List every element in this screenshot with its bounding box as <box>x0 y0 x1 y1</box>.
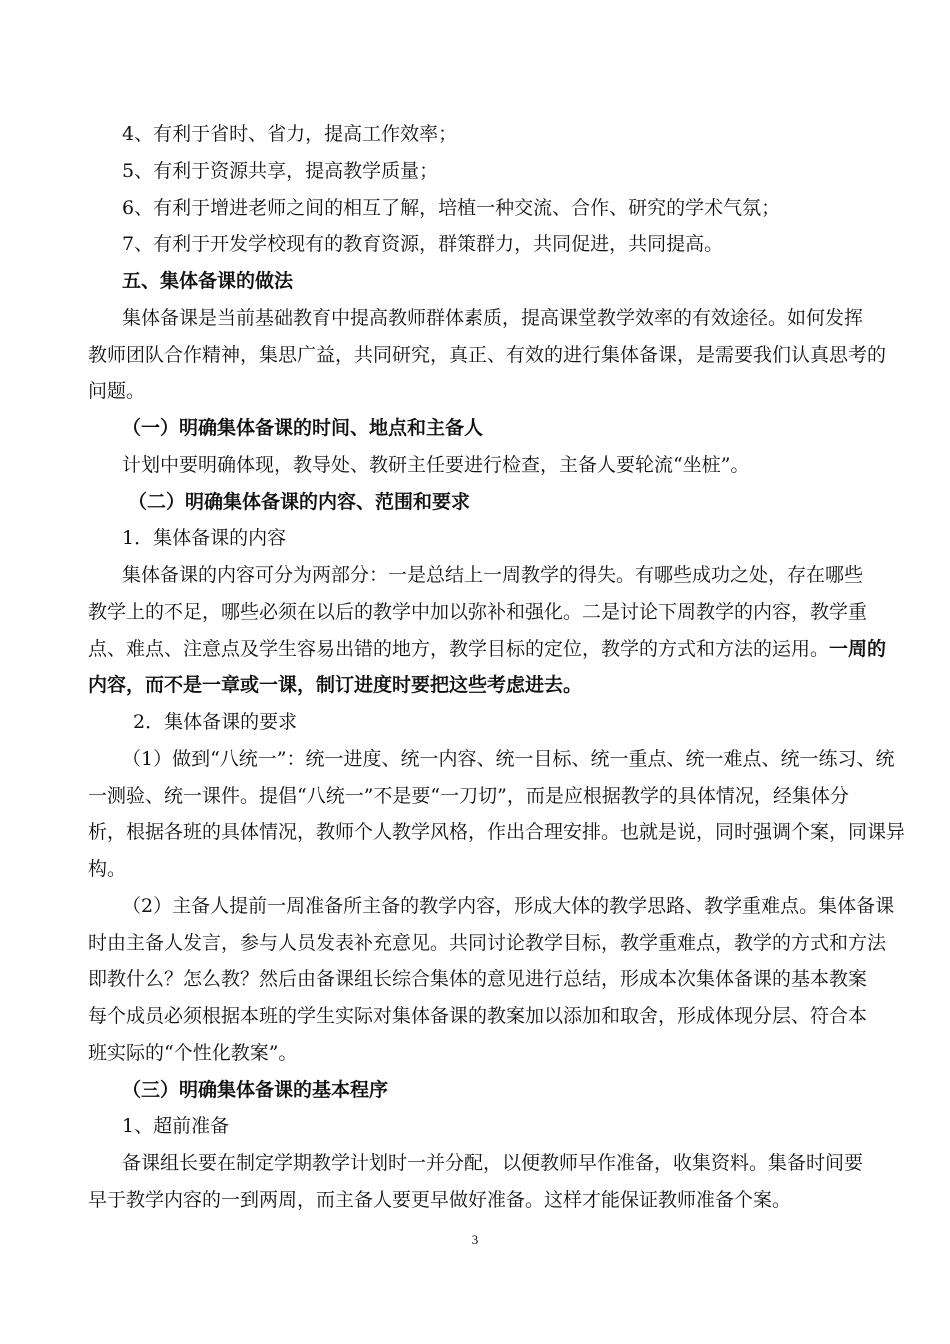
emphasis-text: 一周的 <box>829 638 887 660</box>
paragraph-line: 一测验、统一课件。提倡“八统一”不是要“一刀切”，而是应根据教学的具体情况，经集体分 <box>88 785 849 807</box>
paragraph-line: 班实际的“个性化教案”。 <box>88 1042 298 1064</box>
paragraph-line: 教师团队合作精神，集思广益，共同研究，真正、有效的进行集体备课，是需要我们认真思考的 <box>88 344 887 366</box>
paragraph-line: 构。 <box>88 858 127 880</box>
list-item: 5、有利于资源共享，提高教学质量； <box>122 160 439 182</box>
paragraph-line: 问题。 <box>88 380 146 402</box>
subsection-heading: （三）明确集体备课的基本程序 <box>122 1079 389 1101</box>
paragraph-line: 早于教学内容的一到两周，而主备人要更早做好准备。这样才能保证教师准备个案。 <box>88 1189 792 1211</box>
paragraph-line: 教学上的不足，哪些必须在以后的教学中加以弥补和强化。二是讨论下周教学的内容，教学重 <box>88 601 868 623</box>
section-heading: 五、集体备课的做法 <box>122 270 294 292</box>
subsection-heading: （一）明确集体备课的时间、地点和主备人 <box>122 417 484 439</box>
subsection-heading: （二）明确集体备课的内容、范围和要求 <box>128 491 471 513</box>
paragraph-line: 即教什么？怎么教？然后由备课组长综合集体的意见进行总结，形成本次集体备课的基本教案 <box>88 968 868 990</box>
paragraph-line: 时由主备人发言，参与人员发表补充意见。共同讨论教学目标，教学重难点，教学的方式和方法 <box>88 932 887 954</box>
page-number: 3 <box>471 1232 479 1247</box>
paragraph-line <box>88 631 887 667</box>
paragraph-line: 集体备课的内容可分为两部分：一是总结上一周教学的得失。有哪些成功之处，存在哪些 <box>122 564 864 586</box>
plain-text: 点、难点、注意点及学生容易出错的地方，教学目标的定位，教学的方式和方法的运用。 <box>88 638 830 660</box>
paragraph-line: （2）主备人提前一周准备所主备的教学内容，形成大体的教学思路、教学重难点。集体备课 <box>122 895 895 917</box>
emphasis-line: 内容，而不是一章或一课，制订进度时要把这些考虑进去。 <box>88 674 583 696</box>
list-item: 7、有利于开发学校现有的教育资源，群策群力，共同促进，共同提高。 <box>122 233 724 255</box>
paragraph-line: 计划中要明确体现，教导处、教研主任要进行检查，主备人要轮流“坐桩”。 <box>122 454 750 476</box>
list-item: 4、有利于省时、省力，提高工作效率； <box>122 123 458 145</box>
list-item: 6、有利于增进老师之间的相互了解，培植一种交流、合作、研究的学术气氛； <box>122 197 781 219</box>
item-heading: 2．集体备课的要求 <box>133 711 298 733</box>
paragraph-line: 析，根据各班的具体情况，教师个人教学风格，作出合理安排。也就是说，同时强调个案，同课异 <box>88 821 906 843</box>
paragraph-line: 备课组长要在制定学期教学计划时一并分配，以便教师早作准备，收集资料。集备时间要 <box>122 1152 864 1174</box>
paragraph-line: （1）做到“八统一”：统一进度、统一内容、统一目标、统一重点、统一难点、统一练习、统 <box>122 748 895 770</box>
item-heading: 1．集体备课的内容 <box>122 527 287 549</box>
item-heading: 1、超前准备 <box>122 1115 230 1137</box>
paragraph-line: 每个成员必须根据本班的学生实际对集体备课的教案加以添加和取舍，形成体现分层、符合本 <box>88 1005 868 1027</box>
paragraph-line: 集体备课是当前基础教育中提高教师群体素质，提高课堂教学效率的有效途径。如何发挥 <box>122 307 864 329</box>
